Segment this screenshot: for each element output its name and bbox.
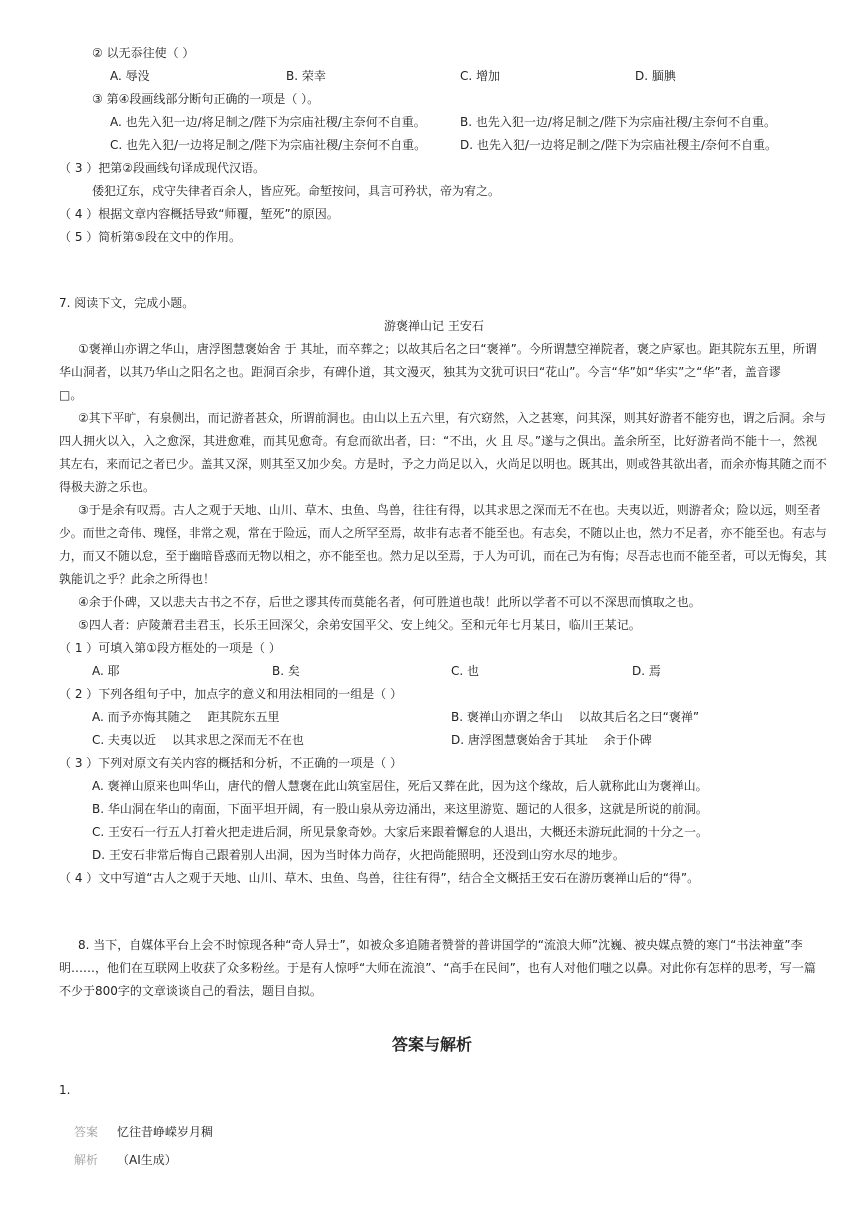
- q6-sub4: （ 4 ）根据文章内容概括导致“师覆，堑死”的原因。: [59, 207, 339, 221]
- q7-sub3-option-c: C. 王安石一行五人打着火把走进后洞，所见景象奇妙。大家后来跟着懈怠的人退出，大概还未游玩此洞的十分之一。: [92, 825, 709, 839]
- q7-passage-line: 力，而又不随以怠，至于幽暗昏惑而无物以相之，亦不能至也。然力足以至焉，于人为可讥，而在己为有悔；尽吾志也而不能至者，可以无悔矣，其: [59, 549, 827, 563]
- q7-passage-line: 少。而世之奇伟、瑰怪，非常之观，常在于险远，而人之所罕至焉，故非有志者不能至也。有志矣，不随以止也，然力不足者，亦不能至也。有志与: [59, 526, 827, 540]
- analysis-label: 解析: [74, 1153, 99, 1167]
- q7-passage-line: ②其下平旷，有泉侧出，而记游者甚众，所谓前洞也。由山以上五六里，有穴窈然，入之甚寒，问其深，则其好游者不能穷也，谓之后洞。余与: [78, 411, 826, 425]
- q8-line: 明……，他们在互联网上收获了众多粉丝。于是有人惊呼“大师在流浪”、“高手在民间”，也有人对他们嗤之以鼻。对此你有怎样的思考，写一篇: [59, 961, 816, 975]
- q7-sub2-option-c: C. 夫夷以近 以其求思之深而无不在也: [92, 733, 304, 747]
- q7-passage-line: 得极夫游之乐也。: [59, 480, 156, 494]
- q7-sub3-option-a: A. 褒禅山原来也叫华山，唐代的僧人慧褒在此山筑室居住，死后又葬在此，因为这个缘故，后人就称此山为褒禅山。: [92, 779, 708, 793]
- q7-sub2: （ 2 ）下列各组句子中，加点字的意义和用法相同的一组是（ ）: [59, 687, 403, 701]
- q7-sub2-option-d: D. 唐浮图慧褒始舍于其址 余于仆碑: [451, 733, 652, 747]
- answer-label: 答案: [74, 1125, 99, 1139]
- q7-passage-line: ①褒禅山亦谓之华山，唐浮图慧褒始舍 于 其址，而卒葬之；以故其后名之曰“褒禅”。今所谓慧空禅院者，褒之庐冢也。距其院东五里，所谓: [78, 342, 817, 356]
- q6-item2-label: ② 以无忝往使（ ）: [92, 46, 195, 60]
- q7-sub1-option-a: A. 耶: [92, 664, 120, 678]
- q6-item3-option-b: B. 也先入犯一边/将足制之/陛下为宗庙社稷/主奈何不自重。: [460, 115, 776, 129]
- q6-item2-option-b: B. 荣幸: [286, 69, 326, 83]
- q8-line: 不少于800字的文章谈谈自己的看法，题目自拟。: [59, 984, 322, 998]
- answer-item-number: 1.: [59, 1083, 71, 1097]
- q7-sub2-option-b: B. 褒禅山亦谓之华山 以故其后名之曰“褒禅”: [451, 710, 700, 724]
- q8-line: 8. 当下，自媒体平台上会不时惊现各种“奇人异士”，如被众多追随者赞誉的普讲国学的“流浪大师”沈巍、被央媒点赞的寒门“书法神童”李: [78, 938, 803, 952]
- q7-sub4: （ 4 ）文中写道“古人之观于天地、山川、草木、虫鱼、鸟兽，往往有得”，结合全文概括王安石在游历褒禅山后的“得”。: [59, 871, 700, 885]
- q6-sub3-sentence: 倭犯辽东，戍守失律者百余人，皆应死。命堑按问，具言可矜状，帝为宥之。: [92, 184, 501, 198]
- q6-item3-option-c: C. 也先入犯/一边将足制之/陛下为宗庙社稷/主奈何不自重。: [110, 138, 427, 152]
- q7-passage-line: 其左右，来而记之者已少。盖其又深，则其至又加少矣。方是时，予之力尚足以入，火尚足以明也。既其出，则或咎其欲出者，而余亦悔其随之而不: [59, 457, 827, 471]
- q7-passage-line: ④余于仆碑，又以悲夫古书之不存，后世之谬其传而莫能名者，何可胜道也哉！此所以学者不可以不深思而慎取之也。: [78, 595, 701, 609]
- q7-sub3-option-d: D. 王安石非常后悔自己跟着别人出洞，因为当时体力尚存，火把尚能照明，还没到山穷水尽的地步。: [92, 848, 625, 862]
- q6-item2-option-d: D. 腼腆: [635, 69, 676, 83]
- q7-sub1-option-b: B. 矣: [272, 664, 300, 678]
- q7-passage-line: ③于是余有叹焉。古人之观于天地、山川、草木、虫鱼、鸟兽，往往有得，以其求思之深而无不在也。夫夷以近，则游者众；险以远，则至者: [78, 503, 821, 517]
- q6-item3-option-a: A. 也先入犯一边/将足制之/陛下为宗庙社稷/主奈何不自重。: [110, 115, 426, 129]
- q7-passage-line: ⑤四人者：庐陵萧君圭君玉，长乐王回深父，余弟安国平父、安上纯父。至和元年七月某日，临川王某记。: [78, 618, 641, 632]
- q6-item2-option-c: C. 增加: [460, 69, 501, 83]
- q7-sub3: （ 3 ）下列对原文有关内容的概括和分析，不正确的一项是（ ）: [59, 756, 403, 770]
- q7-passage-line: 四人拥火以入，入之愈深，其进愈难，而其见愈奇。有怠而欲出者，曰：“不出，火 且 尽。”遂与之俱出。盖余所至，比好游者尚不能十一，然视: [59, 434, 818, 448]
- q6-sub3: （ 3 ）把第②段画线句译成现代汉语。: [59, 161, 266, 175]
- q7-passage-title: 游褒禅山记 王安石: [384, 319, 484, 333]
- q6-sub5: （ 5 ）简析第⑤段在文中的作用。: [59, 230, 242, 244]
- q7-sub2-option-a: A. 而予亦悔其随之 距其院东五里: [92, 710, 280, 724]
- q6-item3-label: ③ 第④段画线部分断句正确的一项是（ ）。: [92, 92, 320, 106]
- q6-item3-option-d: D. 也先入犯/一边将足制之/陛下为宗庙社稷主/奈何不自重。: [460, 138, 778, 152]
- q6-item2-option-a: A. 辱没: [110, 69, 150, 83]
- q7-passage-line: □。: [59, 388, 83, 402]
- q7-sub1: （ 1 ）可填入第①段方框处的一项是（ ）: [59, 641, 281, 655]
- analysis-value: （AI生成）: [117, 1153, 177, 1167]
- q7-heading: 7. 阅读下文，完成小题。: [59, 296, 195, 310]
- answers-title: 答案与解析: [392, 1035, 473, 1054]
- q7-passage-line: 华山洞者，以其乃华山之阳名之也。距洞百余步，有碑仆道，其文漫灭，独其为文犹可识曰“花山”。今言“华”如“华实”之“华”者，盖音谬: [59, 365, 781, 379]
- q7-passage-line: 孰能讥之乎？此余之所得也！: [59, 572, 216, 586]
- q7-sub1-option-d: D. 焉: [632, 664, 661, 678]
- answer-value: 忆往昔峥嵘岁月稠: [117, 1125, 214, 1139]
- q7-sub1-option-c: C. 也: [451, 664, 480, 678]
- q7-sub3-option-b: B. 华山洞在华山的南面，下面平坦开阔，有一股山泉从旁边涌出，来这里游览、题记的人很多，这就是所说的前洞。: [92, 802, 708, 816]
